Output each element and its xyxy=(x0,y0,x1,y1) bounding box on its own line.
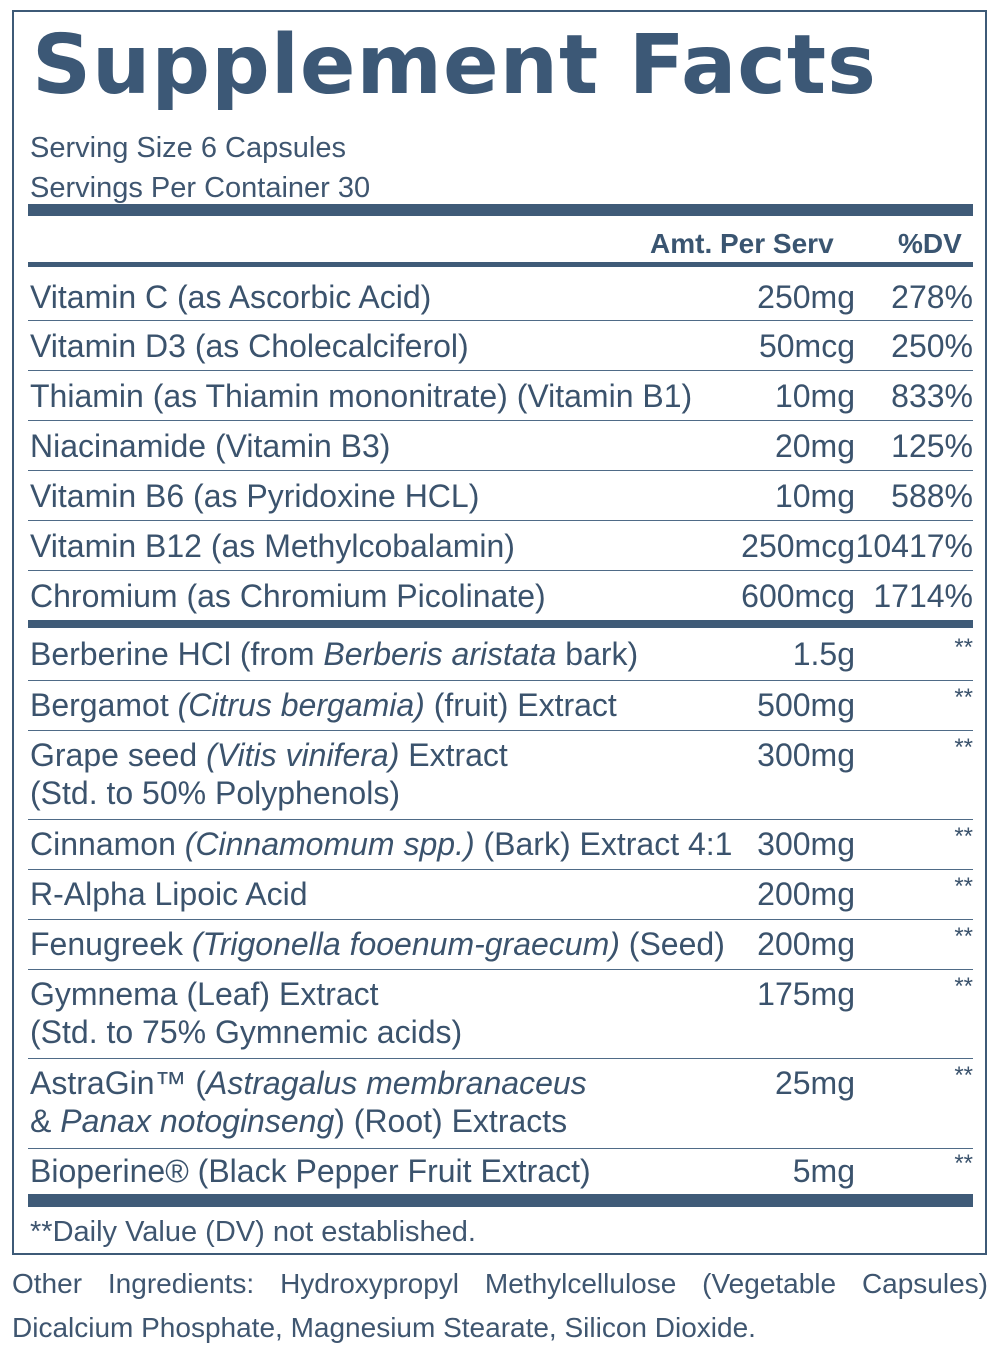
bottom-divider xyxy=(28,1194,973,1207)
nutrient-dv: 833% xyxy=(891,378,973,414)
header-divider xyxy=(28,262,973,267)
thick-divider xyxy=(28,204,973,216)
nutrient-dv: 250% xyxy=(891,328,973,364)
supplement-facts-panel xyxy=(12,10,987,1255)
ingredient-amount: 175mg xyxy=(757,976,855,1012)
ingredient-name: Berberine HCl (from Berberis aristata bark) xyxy=(30,636,639,672)
ingredient-name: Bergamot (Citrus bergamia) (fruit) Extract xyxy=(30,687,617,723)
ingredient-dv: ** xyxy=(954,873,973,900)
ingredient-dv: ** xyxy=(954,1150,973,1177)
ingredient-amount: 300mg xyxy=(757,737,855,773)
ingredient-name: Gymnema (Leaf) Extract (Std. to 75% Gymnemic acids) xyxy=(30,976,463,1050)
serving-size: Serving Size 6 Capsules xyxy=(30,132,346,164)
table-row xyxy=(28,321,973,371)
nutrient-dv: 1714% xyxy=(873,578,973,614)
vitamin-table xyxy=(28,271,973,619)
ingredient-amount: 200mg xyxy=(757,926,855,962)
ingredient-name: R-Alpha Lipoic Acid xyxy=(30,876,308,912)
ingredient-name: Grape seed (Vitis vinifera) Extract (Std. to 50% Polyphenols) xyxy=(30,737,508,811)
ingredient-dv: ** xyxy=(954,823,973,850)
nutrient-amount: 250mcg xyxy=(741,528,855,564)
table-row xyxy=(28,731,973,820)
table-row xyxy=(28,1149,973,1197)
table-row xyxy=(28,820,973,870)
header-dv: %DV xyxy=(898,228,962,259)
table-row xyxy=(28,571,973,619)
ingredient-dv: ** xyxy=(954,973,973,1000)
other-ingredients xyxy=(12,1262,988,1350)
ingredient-amount: 500mg xyxy=(757,687,855,723)
ingredient-name: Bioperine® (Black Pepper Fruit Extract) xyxy=(30,1153,591,1189)
nutrient-dv: 278% xyxy=(891,279,973,315)
ingredient-dv: ** xyxy=(954,684,973,711)
nutrient-name: Vitamin B6 (as Pyridoxine HCL) xyxy=(30,478,480,514)
table-row xyxy=(28,371,973,421)
table-row xyxy=(28,870,973,920)
nutrient-dv: 588% xyxy=(891,478,973,514)
table-row xyxy=(28,521,973,571)
dv-footnote: **Daily Value (DV) not established. xyxy=(30,1216,476,1248)
ingredient-name: Cinnamon (Cinnamomum spp.) (Bark) Extract 4:1 xyxy=(30,826,733,862)
botanical-table xyxy=(28,631,973,1197)
ingredient-dv: ** xyxy=(954,923,973,950)
other-ingredients-line2: Dicalcium Phosphate, Magnesium Stearate, Silicon Dioxide. xyxy=(12,1312,756,1343)
section-divider xyxy=(28,620,973,628)
nutrient-dv: 125% xyxy=(891,428,973,464)
nutrient-name: Chromium (as Chromium Picolinate) xyxy=(30,578,546,614)
servings-per-container: Servings Per Container 30 xyxy=(30,172,371,204)
nutrient-dv: 10417% xyxy=(855,528,973,564)
ingredient-name: Fenugreek (Trigonella fooenum-graecum) (Seed) xyxy=(30,926,725,962)
nutrient-name: Thiamin (as Thiamin mononitrate) (Vitamin B1) xyxy=(30,378,693,414)
table-row xyxy=(28,631,973,681)
table-row xyxy=(28,920,973,970)
nutrient-name: Vitamin D3 (as Cholecalciferol) xyxy=(30,328,469,364)
nutrient-amount: 10mg xyxy=(774,378,855,414)
table-row xyxy=(28,1059,973,1149)
nutrient-name: Vitamin B12 (as Methylcobalamin) xyxy=(30,528,515,564)
nutrient-name: Vitamin C (as Ascorbic Acid) xyxy=(30,279,432,315)
panel-title: Supplement Facts xyxy=(32,18,877,113)
table-row xyxy=(28,681,973,731)
ingredient-amount: 25mg xyxy=(774,1065,855,1101)
nutrient-name: Niacinamide (Vitamin B3) xyxy=(30,428,391,464)
nutrient-amount: 50mcg xyxy=(758,328,855,364)
table-row xyxy=(28,471,973,521)
table-row xyxy=(28,271,973,321)
nutrient-amount: 20mg xyxy=(774,428,855,464)
other-ingredients-line1: Other Ingredients: Hydroxypropyl Methylcellulose (Vegetable Capsules) xyxy=(12,1268,988,1299)
table-row xyxy=(28,421,973,471)
ingredient-name: AstraGin™ (Astragalus membranaceus & Panax notoginseng) (Root) Extracts xyxy=(30,1065,587,1139)
ingredient-dv: ** xyxy=(954,634,973,661)
header-amount: Amt. Per Serv xyxy=(650,228,834,259)
ingredient-amount: 300mg xyxy=(757,826,855,862)
nutrient-amount: 600mcg xyxy=(741,578,855,614)
ingredient-dv: ** xyxy=(954,734,973,761)
nutrient-amount: 250mg xyxy=(757,279,855,315)
nutrient-amount: 10mg xyxy=(774,478,855,514)
ingredient-amount: 1.5g xyxy=(792,636,855,672)
ingredient-amount: 5mg xyxy=(792,1153,855,1189)
ingredient-amount: 200mg xyxy=(757,876,855,912)
ingredient-dv: ** xyxy=(954,1062,973,1089)
table-row xyxy=(28,970,973,1059)
